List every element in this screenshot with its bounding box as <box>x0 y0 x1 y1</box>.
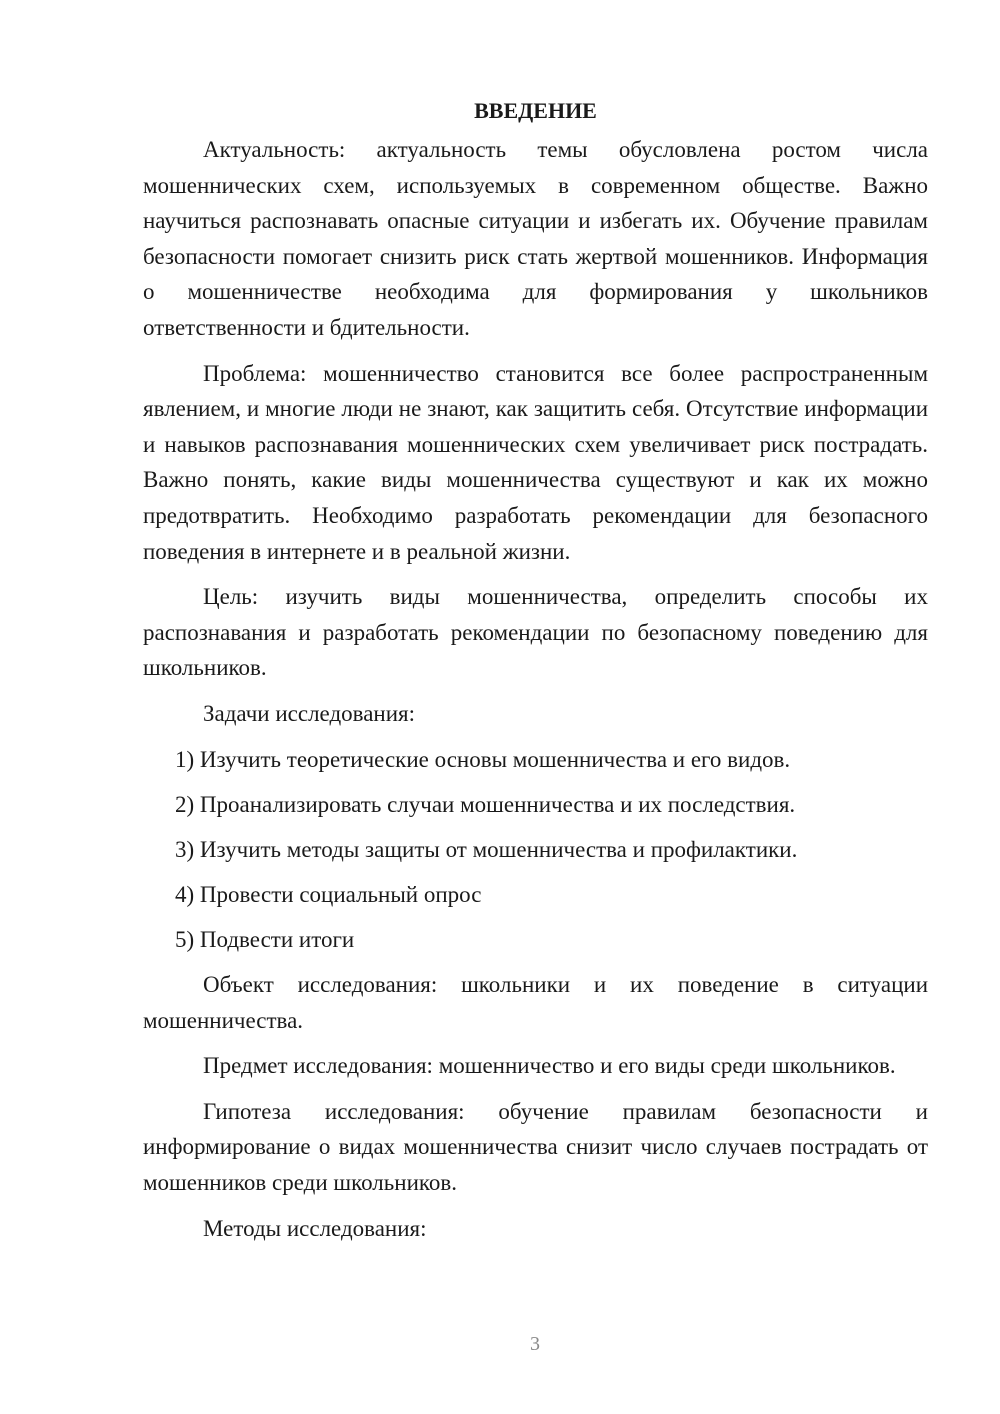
problem-paragraph: Проблема: мошенничество становится все более распространенным явлением, и многие люди не знают, как защитить себя. Отсутствие информации и навыков распознавания мошеннических схем увеличивает риск пострадать. Важно понять, какие виды мошенничества существуют и как их можно предотвратить. Необходимо разработать рекомендации для безопасного поведения в интернете и в реальной жизни. <box>143 360 928 564</box>
methods-heading: Методы исследования: <box>203 1215 427 1241</box>
list-item: 4) Провести социальный опрос <box>175 881 482 907</box>
list-item: 2) Проанализировать случаи мошенничества и их последствия. <box>175 791 796 817</box>
subject-paragraph: Предмет исследования: мошенничество и его виды среди школьников. <box>203 1053 896 1079</box>
tasks-heading: Задачи исследования: <box>203 700 416 726</box>
goal-paragraph: Цель: изучить виды мошенничества, определить способы их распознавания и разработать рекомендации по безопасному поведению для школьников. <box>143 584 928 681</box>
list-item: 5) Подвести итоги <box>175 926 355 952</box>
relevance-paragraph: Актуальность: актуальность темы обусловлена ростом числа мошеннических схем, используемых в современном обществе. Важно научиться распознавать опасные ситуации и избегать их. Обучение правилам безопасности помогает снизить риск стать жертвой мошенников. Информация о мошенничестве необходима для формирования у школьников ответственности и бдительности. <box>143 137 928 340</box>
hypothesis-paragraph: Гипотеза исследования: обучение правилам безопасности и информирование о видах мошенничества снизит число случаев пострадать от мошенников среди школьников. <box>143 1098 928 1195</box>
page-title: ВВЕДЕНИЕ <box>474 98 597 123</box>
list-item: 1) Изучить теоретические основы мошенничества и его видов. <box>175 746 791 772</box>
object-paragraph: Объект исследования: школьники и их поведение в ситуации мошенничества. <box>143 971 928 1033</box>
page-number: 3 <box>530 1333 540 1355</box>
page-content <box>143 96 928 1256</box>
list-item: 3) Изучить методы защиты от мошенничества и профилактики. <box>175 836 798 862</box>
